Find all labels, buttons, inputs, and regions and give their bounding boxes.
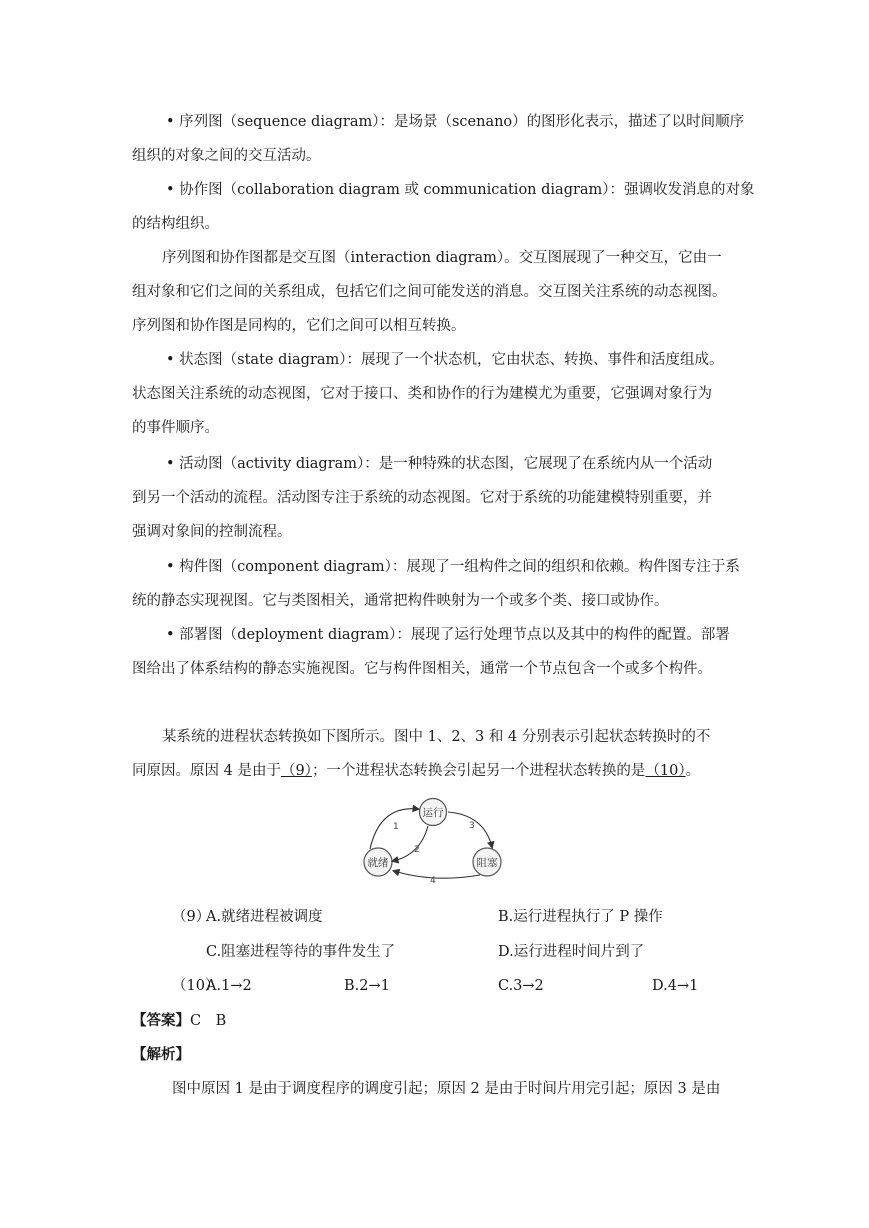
interaction-paragraph-line-3: 序列图和协作图是同构的，它们之间可以相互转换。	[132, 318, 466, 334]
transition-1-label: 1	[393, 822, 399, 832]
component-diagram-line-2: 统的静态实现视图。它与类图相关，通常把构件映射为一个或多个类、接口或协作。	[132, 593, 669, 609]
blank-10: （10）	[645, 763, 686, 779]
state-diagram-line-3: 的事件顺序。	[132, 420, 219, 436]
option-10-b: B.2→1	[344, 978, 390, 994]
answer-label: 【答案】	[132, 1012, 190, 1029]
collaboration-diagram-line-2: 的结构组织。	[132, 216, 219, 232]
state-ready-node	[364, 848, 392, 876]
transition-2-label: 2	[414, 845, 420, 855]
option-9-b: B.运行进程执行了 P 操作	[498, 909, 663, 925]
question-line-2-prefix: 同原因。原因 4 是由于	[132, 763, 281, 779]
interaction-paragraph-line-1: 序列图和协作图都是交互图（interaction diagram）。交互图展现了一种交互，它由一	[162, 250, 722, 266]
collaboration-diagram-line-1: • 协作图（collaboration diagram 或 communication diagram）：强调收发消息的对象	[166, 182, 755, 198]
answer-line	[132, 1011, 226, 1031]
analysis-line-1: 图中原因 1 是由于调度程序的调度引起；原因 2 是由于时间片用完引起；原因 3 是由	[172, 1081, 721, 1097]
state-blocked-node	[473, 848, 501, 876]
blank-9: （9）	[280, 763, 312, 779]
component-diagram-line-1: • 构件图（component diagram）：展现了一组构件之间的组织和依赖。构件图专注于系	[166, 559, 740, 575]
option-9-d: D.运行进程时间片到了	[498, 944, 645, 960]
question-9-number: （9）	[172, 909, 211, 925]
question-10-number: （10）	[172, 978, 220, 994]
option-10-d: D.4→1	[652, 978, 699, 994]
sequence-diagram-line-1: • 序列图（sequence diagram）：是场景（scenano）的图形化表示，描述了以时间顺序	[166, 114, 745, 130]
question-line-2	[132, 761, 700, 781]
state-running-label: 运行	[422, 807, 444, 819]
state-diagram-line-2: 状态图关注系统的动态视图，它对于接口、类和协作的行为建模尤为重要，它强调对象行为	[132, 386, 712, 402]
activity-diagram-line-2: 到另一个活动的流程。活动图专注于系统的动态视图。它对于系统的功能建模特别重要，并	[132, 490, 712, 506]
sequence-diagram-line-2: 组织的对象之间的交互活动。	[132, 148, 321, 164]
question-line-2-suffix: 。	[685, 763, 701, 779]
transition-4-label: 4	[430, 876, 436, 883]
option-10-c: C.3→2	[498, 978, 544, 994]
question-line-2-mid: ；一个进程状态转换会引起另一个进程状态转换的是	[311, 763, 646, 779]
process-state-diagram	[356, 797, 512, 883]
option-10-a: A.1→2	[206, 978, 252, 994]
transition-3-label: 3	[469, 821, 475, 831]
activity-diagram-line-3: 强调对象间的控制流程。	[132, 524, 292, 540]
transition-4-arrow	[394, 871, 480, 878]
interaction-paragraph-line-2: 组对象和它们之间的关系组成，包括它们之间可能发送的消息。交互图关注系统的动态视图。	[132, 284, 727, 300]
state-diagram-line-1: • 状态图（state diagram）：展现了一个状态机，它由状态、转换、事件和活度组成。	[166, 352, 724, 368]
option-9-c: C.阻塞进程等待的事件发生了	[206, 944, 396, 960]
deployment-diagram-line-1: • 部署图（deployment diagram）：展现了运行处理节点以及其中的构件的配置。部署	[166, 627, 730, 643]
option-9-a: A.就绪进程被调度	[206, 909, 323, 925]
state-running-node	[420, 799, 447, 826]
activity-diagram-line-1: • 活动图（activity diagram）：是一种特殊的状态图，它展现了在系统内从一个活动	[166, 456, 713, 472]
analysis-label: 【解析】	[132, 1046, 190, 1063]
question-line-1: 某系统的进程状态转换如下图所示。图中 1、2、3 和 4 分别表示引起状态转换时的不	[162, 729, 711, 745]
state-ready-label: 就绪	[367, 857, 389, 869]
deployment-diagram-line-2: 图给出了体系结构的静态实施视图。它与构件图相关，通常一个节点包含一个或多个构件。	[132, 661, 712, 677]
state-blocked-label: 阻塞	[476, 857, 498, 869]
answer-value: C B	[190, 1013, 227, 1029]
